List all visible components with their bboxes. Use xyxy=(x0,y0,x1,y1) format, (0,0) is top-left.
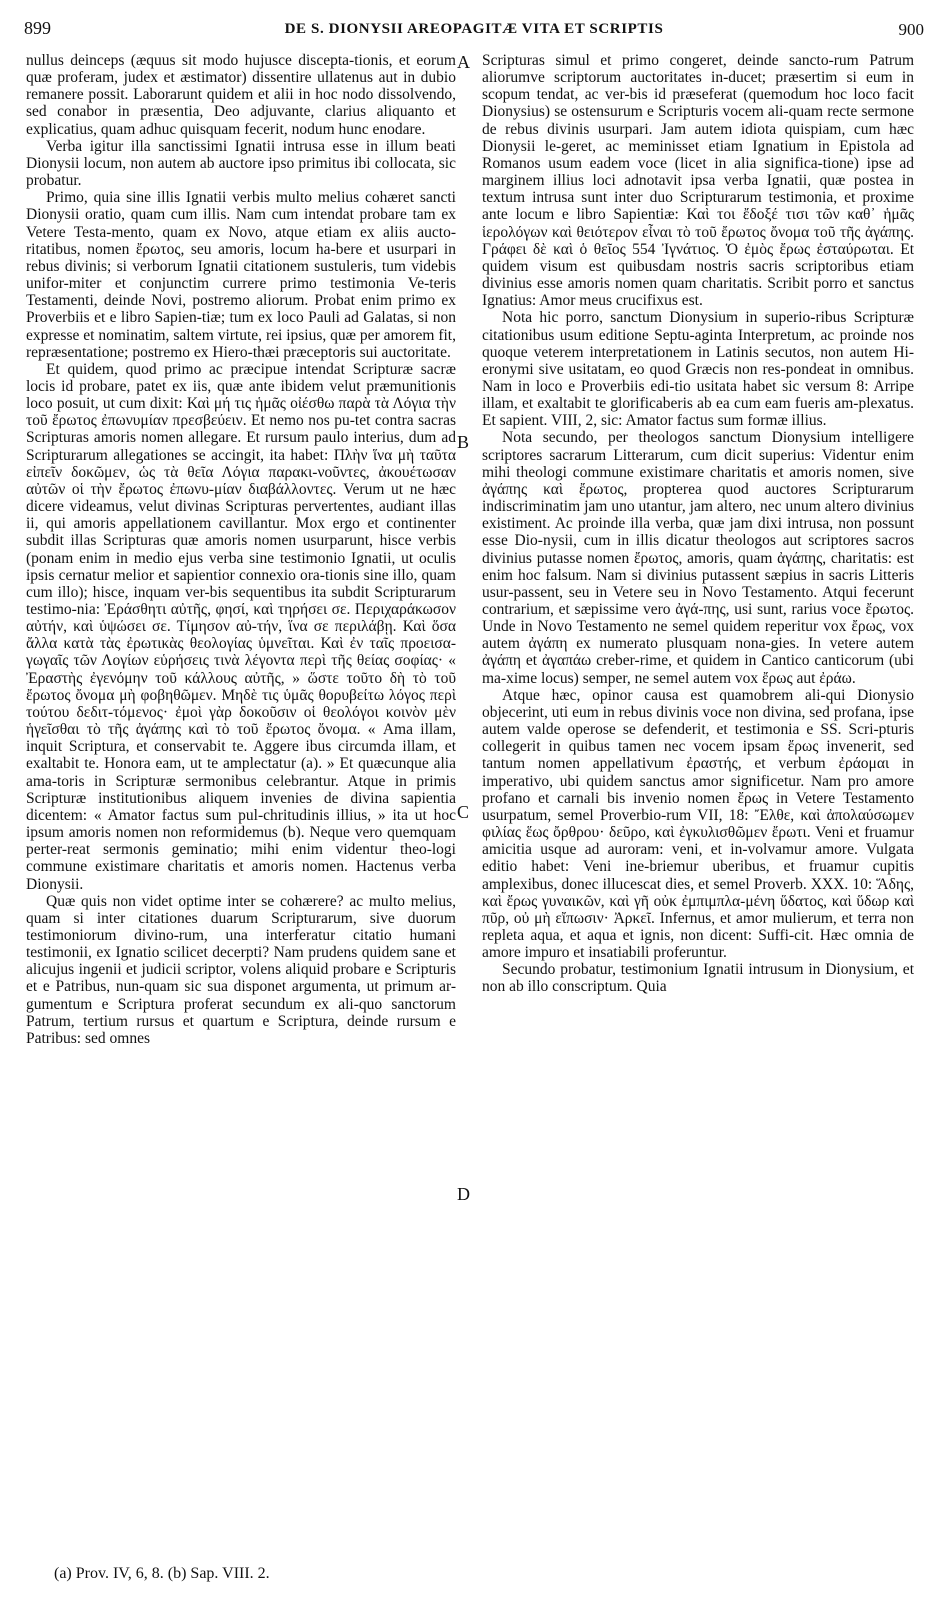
left-column xyxy=(26,52,456,1047)
margin-marker-c: C xyxy=(457,802,470,822)
running-header xyxy=(0,18,948,42)
paragraph: Nota hic porro, sanctum Dionysium in superio-ribus Scripturæ citationibus usum editione Septu-aginta Interpretum, ac proinde nos quoque veterem interpretationem in Latinis secutos, non autem Hi-eronymi sive usitatam, eo quod Græcis non res-pondeat in omnibus. Nam in loco e Proverbiis edi-tio usitata habet sic versum 8: Arripe illam, et exaltabit te glorificaberis ab ea cum eam fueris am-plexatus. Et sapient. VIII, 2, sic: Amator factus sum formæ illius. xyxy=(482,309,914,430)
right-column xyxy=(482,52,914,996)
paragraph: Primo, quia sine illis Ignatii verbis multo melius cohæret sancti Dionysii oratio, quam cum illis. Nam cum intendat probare tam ex Vetere Testa-mento, quam ex Novo, atque etiam ex aliis aucto-ritatibus, nomen ἔρωτος, seu amoris, locum ha-bere et usurpari in rebus divinis; si verborum Ignatii citationem sustuleris, tum videbis unifor-miter et conjunctim currere primo testimonia Ve-teris Testamenti, deinde Novi, postremo aliorum. Probat enim primo ex Proverbiis et e libro Sapien-tiæ; tum ex loco Pauli ad Galatas, si non expresse et nominatim, saltem virtute, rei ipsius, quæ per amorem fit, repræsentatione; postremo ex Hiero-thæi præceptoris sui auctoritate. xyxy=(26,189,456,361)
running-title: DE S. DIONYSII AREOPAGITÆ VITA ET SCRIPTIS xyxy=(284,21,664,37)
paragraph: Secundo probatur, testimonium Ignatii intrusum in Dionysium, et non ab illo conscriptum. Quia xyxy=(482,961,914,996)
paragraph: Scripturas simul et primo congeret, deinde sancto-rum Patrum aliorumve scriptorum auctoritates in-ducet; præsertim si eum in scopum tendat, ac ver-bis id præseferat (quemodum hoc loco facit Dionysius) se ostensurum e Scripturis vocem ali-quam recte sermone de rebus divinis usurpari. Jam autem idiota quispiam, cum hæc Dionysii le-geret, ac meminisset etiam Ignatium in Epistola ad Romanos usum eadem voce (licet in alia significa-tione) ipse ad marginem illius loci adnotavit ipsa verba Ignatii, quæ postea in textum intrusa sunt inter duo Scripturarum testimonia, et proxime ante locum e libro Sapientiæ: Καὶ τοι ἔδοξέ τισι τῶν καθ᾽ ἡμᾶς ἱερολόγων καὶ θειότερον εἶναι τὸ τοῦ ἔρωτος ὄνομα τοῦ τῆς ἀγάπης. Γράφει δὲ καὶ ὁ θεῖος 554 Ἰγνάτιος. Ὁ ἐμὸς ἔρως ἐσταύρωται. Et quidem visum est quibusdam nostris sacris scriptoribus etiam divinius esse amoris nomen quam charitatis. Scribit porro et sanctus Ignatius: Amor meus crucifixus est. xyxy=(482,52,914,310)
paragraph: Quæ quis non videt optime inter se cohærere? ac multo melius, quam si inter citationes duarum Scripturarum, sive duorum testimoniorum divino-rum, una interferatur citatio humani testimonii, ex Ignatio scilicet decerpti? Nam prudens quidem sane et alicujus ingenii et judicii scriptor, volens aliquid probare e Scripturis et e Patribus, nun-quam sic sua disponet argumenta, ut primum ar-gumentum e Scriptura proferat secundum ex ali-quo sanctorum Patrum, tertium rursus et quartum e Scriptura, deinde rursum e Patribus: sed omnes xyxy=(26,892,456,1047)
paragraph: Verba igitur illa sanctissimi Ignatii intrusa esse in illum beati Dionysii locum, non autem ab auctore ipso primitus ibi collocata, sic probatur. xyxy=(26,137,456,190)
paragraph: nullus deinceps (æquus sit modo hujusce discepta-tionis, et eorum quæ proferam, judex et æstimator) dissentire ullatenus aut in dubio remanere possit. Laborarunt quidem et alii in hoc nodo dissolvendo, sed conabor in præsentia, Deo adjuvante, clarius aliquanto et explicatius, quam adhuc quisquam fecerit, nodum hunc enodare. xyxy=(26,52,456,138)
footnote: (a) Prov. IV, 6, 8. (b) Sap. VIII. 2. xyxy=(54,1565,270,1582)
margin-marker-d: D xyxy=(457,1184,470,1204)
paragraph: Nota secundo, per theologos sanctum Dionysium intelligere scriptores sacrarum Litterarum, cum dicit superius: Videntur enim mihi theologi commune existimare charitatis et amoris nomen, sive ἀγάπης καὶ ἔρωτος, propterea quod auctores Scripturarum indiscriminatim jam uno utantur, jam altero, nec unum altero divinius existiment. Ac proinde illa verba, quæ jam dixi intrusa, non possunt esse Dio-nysii, cum in illis dicatur theologos aut scriptores sacros divinius putasse nomen ἔρωτος, amoris, quam ἀγάπης, charitatis: est enim hoc falsum. Nam si divinius putassent sæpius in sacris Litteris usur-passent, seu in Vetere seu in Novo Testamento. Atqui fecerunt contrarium, et sæpissime vero ἀγά-πης, usi sunt, rarius voce ἔρωτος. Unde in Novo Testamento ne semel quidem reperitur vox ἔρως, vox autem ἀγάπη ex numerato plusquam nona-gies. In vetere autem ἀγάπη et ἀγαπάω creber-rime, et quidem in Cantico canticorum (ubi ma-xime locus) semper, ne semel autem vox ἔρως aut ἐράω. xyxy=(482,429,914,687)
page-number-left: 899 xyxy=(24,18,51,38)
paragraph: Atque hæc, opinor causa est quamobrem ali-qui Dionysio objecerint, uti eum in rebus divinis voce non divina, sed profana, ipse autem valde operose se defenderit, et testimonia e SS. Scri-pturis collegerit in quibus tamen nec vocem ipsam ἔρως invenerit, sed tantum nomen appellativum ἐραστής, et verbum ἐράομαι in imperativo, ubi quidem sanctus amor significetur. Nam pro amore profano et carnali bis invenio nomen ἔρως in Vetere Testamento usurpatum, semel Proverbio-rum VII, 18: Ἔλθε, καὶ ἀπολαύσωμεν φιλίας ἕως ὄρθρου· δεῦρο, καὶ ἐγκυλισθῶμεν ἔρωτι. Veni et fruamur amicitia usque ad auroram: veni, et in-volvamur amore. Vulgata editio habet: Veni ine-briemur uberibus, et fruamur cupitis amplexibus, donec illucescat dies, et semel Proverb. XXX. 10: Ἅδης, καὶ ἔρως γυναικῶν, καὶ γῆ οὐκ ἐμπιμπλα-μένη ὕδατος, καὶ ὕδωρ καὶ πῦρ, οὐ μὴ εἴπωσιν· Ἀρκεῖ. Infernus, et amor mulierum, et terra non repleta aqua, et aqua et ignis, non dicent: Suffi-cit. Hæc omnia de amore impuro et insatiabili proferuntur. xyxy=(482,686,914,962)
paragraph: Et quidem, quod primo ac præcipue intendat Scripturæ sacræ locis id probare, patet ex iis, quæ ante ibidem velut præmunitionis loco posuit, ut cum dixit: Καὶ μή τις ἡμᾶς οἰέσθω παρὰ τὰ Λόγια τὴν τοῦ ἔρωτος ἐπωνυμίαν πρεσβεύειν. Et nemo nos pu-tet contra sacras Scripturas amoris nomen allegare. Et rursum paulo interius, dum ad Scripturarum allegationes se accingit, ita habet: Πλὴν ἵνα μὴ ταῦτα εἰπεῖν δοκῶμεν, ὡς τὰ θεῖα Λόγια παρακι-νοῦντες, ἀκουέτωσαν αὐτῶν οἱ τὴν ἔρωτος ἐπωνυ-μίαν διαβάλλοντες. Verum ut ne hæc dicere videamus, velut divinas Scripturas pervertentes, audiant illas ii, qui amoris appellationem cavillantur. Mox ergo et continenter subdit illas Scripturas quæ amoris nomen usurparunt, hisce verbis (ponam enim in medio ejus verba sine testimonio Ignatii, ut oculis ipsis cernatur melior et sapientior connexio ora-tionis sine illo, quam cum illo); hisce, inquam ver-bis sequentibus ita subdit Scripturarum testimo-nia: Ἐράσθητι αὐτῆς, φησί, καὶ τηρήσει σε. Περιχαράκωσον αὐτήν, καὶ ὑψώσει σε. Τίμησον αὐ-τήν, ἵνα σε περιλάβῃ. Καὶ ὅσα ἄλλα κατὰ τὰς ἐρωτικὰς θεολογίας ὑμνεῖται. Καὶ ἐν ταῖς προεισα-γωγαῖς τῶν Λογίων εὑρήσεις τινὰ λέγοντα περὶ τῆς θείας σοφίας· « Ἐραστὴς ἐγενόμην τοῦ κάλλους αὐτῆς, » ὥστε τοῦτο δὴ τὸ τοῦ ἔρωτος ὄνομα μὴ φοβηθῶμεν. Μηδὲ τις ὑμᾶς θορυβείτω λόγος περὶ τούτου δεδιτ-τόμενος· ἐμοὶ γὰρ δοκοῦσιν οἱ θεολόγοι κοινὸν μὲν ἡγεῖσθαι τὸ τῆς ἀγάπης καὶ τὸ τοῦ ἔρωτος ὄνομα. « Ama illam, inquit Scriptura, et conservabit te. Aggere ibus circumda illam, et exaltabit te. Honora eam, ut te amplectatur (a). » Et quæcunque alia ama-toris in Scripturæ sermonibus celebrantur. Atque in primis Scripturæ institutionibus aliquem invenies de divina sapientia dicentem: « Amator factus sum pul-chritudinis illius, » ita ut hoc ipsum amoris nomen non reformidemus (b). Neque vero quemquam perter-reat sermonis geminatio; mihi enim videntur theo-logi commune existimare charitatis et amoris nomen. Hactenus verba Dionysii. xyxy=(26,360,456,893)
margin-marker-b: B xyxy=(457,432,470,452)
margin-marker-a: A xyxy=(457,52,470,72)
page-number-right: 900 xyxy=(898,20,924,39)
